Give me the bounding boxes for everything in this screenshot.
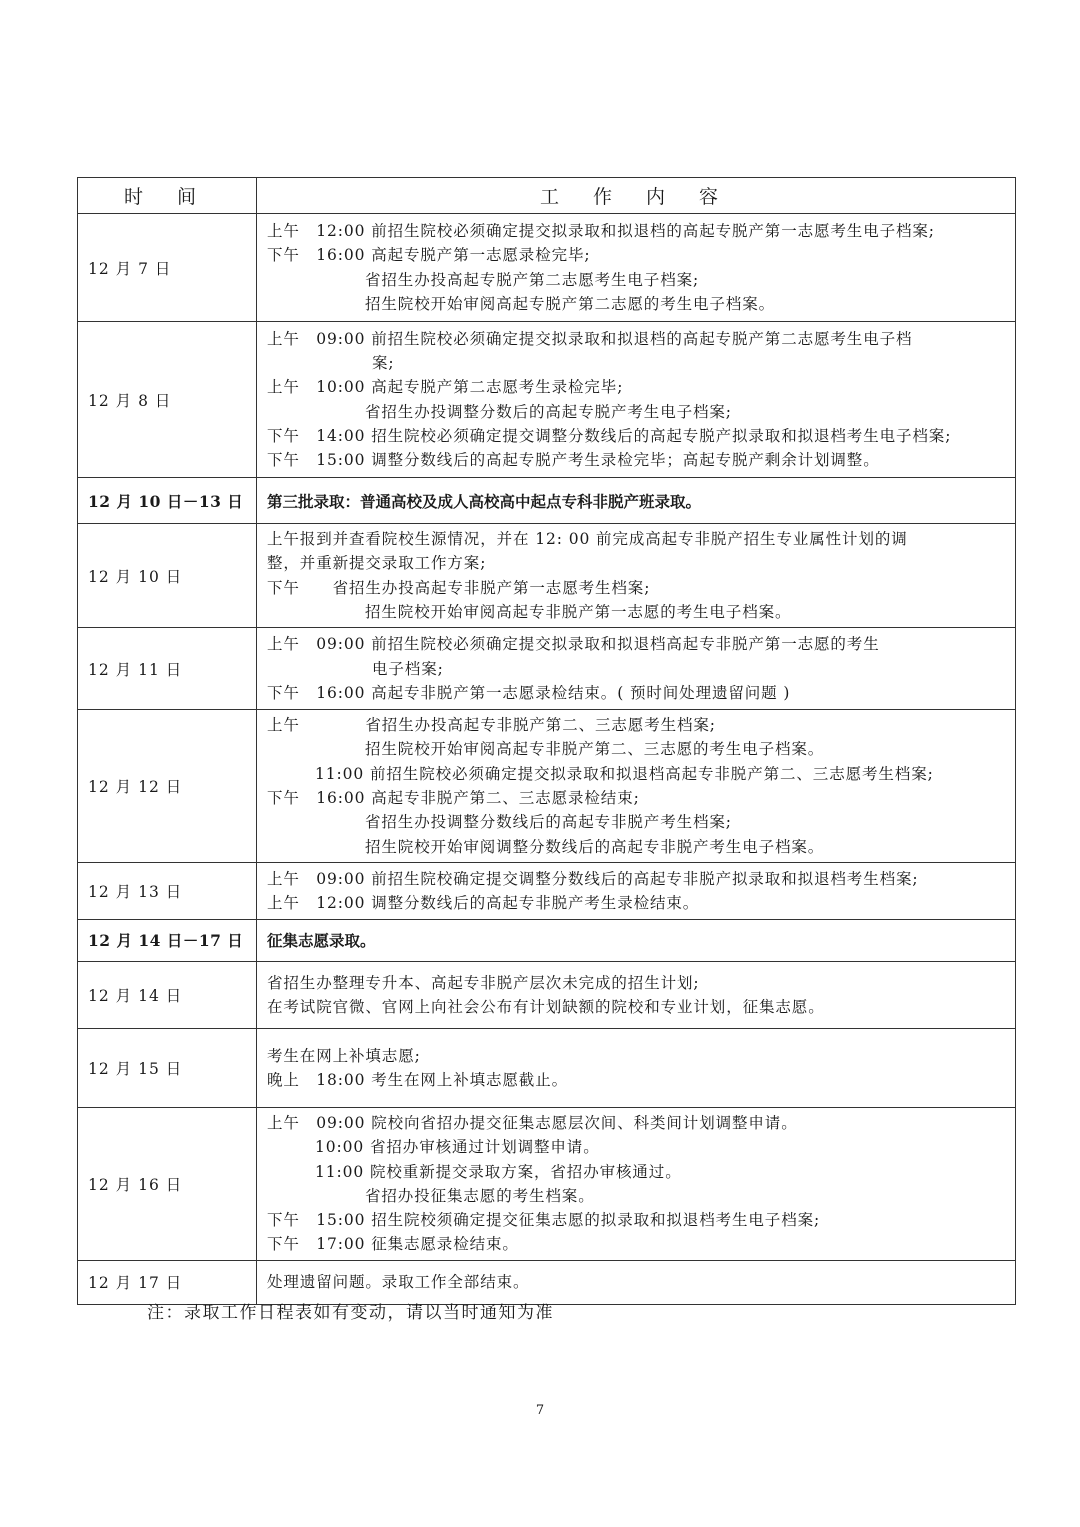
- section-description: 第三批录取：普通高校及成人高校高中起点专科非脱产班录取。: [257, 478, 1016, 524]
- schedule-line: 招生院校开始审阅调整分数线后的高起专非脱产考生电子档案。: [365, 837, 825, 856]
- schedule-line: 下午 14:00 招生院校必须确定提交调整分数线后的高起专脱产拟录取和拟退档考生电子档案;: [267, 426, 952, 445]
- schedule-line: 上午 10:00 高起专脱产第二志愿考生录检完毕;: [267, 378, 624, 397]
- schedule-line: 省招生办整理专升本、高起专非脱产层次未完成的招生计划;: [267, 973, 700, 992]
- schedule-line: 11:00 院校重新提交录取方案，省招办审核通过。: [315, 1162, 682, 1181]
- schedule-line: 招生院校开始审阅高起专脱产第二志愿的考生电子档案。: [365, 294, 776, 313]
- date-cell: 12 月 12 日: [78, 710, 257, 863]
- schedule-line: 省招生办投高起专脱产第二志愿考生电子档案;: [365, 270, 700, 289]
- section-date: 12 月 10 日－13 日: [78, 478, 257, 524]
- date-cell: 12 月 8 日: [78, 322, 257, 478]
- table-row: [78, 322, 1016, 478]
- content-cell: [257, 628, 1016, 710]
- date-cell: 12 月 14 日: [78, 961, 257, 1028]
- schedule-line: 下午 15:00 招生院校须确定提交征集志愿的拟录取和拟退档考生电子档案;: [267, 1211, 821, 1230]
- schedule-line: 10:00 省招办审核通过计划调整申请。: [315, 1138, 600, 1157]
- content-cell: [257, 524, 1016, 628]
- schedule-body: [78, 214, 1016, 1305]
- table-row: [78, 862, 1016, 919]
- schedule-line: 省招生办投调整分数线后的高起专非脱产考生档案;: [365, 813, 732, 832]
- section-description: 征集志愿录取。: [257, 919, 1016, 961]
- schedule-line: 上午 09:00 前招生院校必须确定提交拟录取和拟退档的高起专脱产第二志愿考生电子档: [267, 329, 913, 348]
- schedule-line: 上午报到并查看院校生源情况，并在 12: 00 前完成高起专非脱产招生专业属性计划的调: [267, 530, 908, 548]
- schedule-line: 案;: [372, 353, 395, 372]
- schedule-note: 注：录取工作日程表如有变动，请以当时通知为准: [147, 1303, 554, 1323]
- content-cell: [257, 961, 1016, 1028]
- date-cell: 12 月 15 日: [78, 1028, 257, 1107]
- page-number: 7: [535, 1403, 545, 1418]
- schedule-line: 省招办投征集志愿的考生档案。: [365, 1186, 595, 1205]
- schedule-line: 下午 15:00 调整分数线后的高起专脱产考生录检完毕；高起专脱产剩余计划调整。: [267, 451, 880, 470]
- schedule-line: 招生院校开始审阅高起专非脱产第一志愿的考生电子档案。: [365, 602, 792, 621]
- schedule-line: 晚上 18:00 考生在网上补填志愿截止。: [267, 1070, 568, 1089]
- header-time: 时 间: [78, 178, 257, 214]
- section-row: [78, 478, 1016, 524]
- date-cell: 12 月 16 日: [78, 1107, 257, 1260]
- table-row: [78, 1028, 1016, 1107]
- header-content: 工 作 内 容: [257, 178, 1016, 214]
- schedule-line: 在考试院官微、官网上向社会公布有计划缺额的院校和专业计划，征集志愿。: [267, 997, 825, 1016]
- date-cell: 12 月 11 日: [78, 628, 257, 710]
- schedule-line: 下午 17:00 征集志愿录检结束。: [267, 1235, 519, 1254]
- table-row: [78, 214, 1016, 322]
- table-row: [78, 961, 1016, 1028]
- table-row: [78, 710, 1016, 863]
- content-cell: [257, 862, 1016, 919]
- section-date: 12 月 14 日－17 日: [78, 919, 257, 961]
- schedule-line: 省招生办投调整分数后的高起专脱产考生电子档案;: [365, 402, 732, 421]
- schedule-line: 11:00 前招生院校必须确定提交拟录取和拟退档高起专非脱产第二、三志愿考生档案;: [315, 764, 934, 783]
- schedule-line: 处理遗留问题。录取工作全部结束。: [267, 1273, 530, 1292]
- schedule-line: 上午 09:00 前招生院校确定提交调整分数线后的高起专非脱产拟录取和拟退档考生档案;: [267, 869, 919, 888]
- content-cell: [257, 1028, 1016, 1107]
- schedule-line: 上午 09:00 院校向省招办提交征集志愿层次间、科类间计划调整申请。: [267, 1113, 798, 1132]
- schedule-line: 下午 16:00 高起专脱产第一志愿录检完毕;: [267, 246, 591, 265]
- schedule-line: 下午 16:00 高起专非脱产第二、三志愿录检结束;: [267, 789, 640, 808]
- table-header-row: [78, 178, 1016, 214]
- schedule-line: 上午 12:00 调整分数线后的高起专非脱产考生录检结束。: [267, 893, 700, 912]
- section-row: [78, 919, 1016, 961]
- date-cell: 12 月 13 日: [78, 862, 257, 919]
- content-cell: [257, 214, 1016, 322]
- schedule-line: 电子档案;: [372, 659, 444, 678]
- schedule-line: 考生在网上补填志愿;: [267, 1046, 421, 1065]
- schedule-line: 上午 12:00 前招生院校必须确定提交拟录取和拟退档的高起专脱产第一志愿考生电子档案;: [267, 221, 935, 240]
- schedule-table: [77, 177, 1016, 1305]
- table-row: [78, 1107, 1016, 1260]
- content-cell: [257, 710, 1016, 863]
- date-cell: 12 月 10 日: [78, 524, 257, 628]
- date-cell: 12 月 17 日: [78, 1260, 257, 1304]
- date-cell: 12 月 7 日: [78, 214, 257, 322]
- schedule-line: 下午 16:00 高起专非脱产第一志愿录检结束。( 预时间处理遗留问题 ): [267, 683, 791, 702]
- content-cell: [257, 322, 1016, 478]
- schedule-line: 招生院校开始审阅高起专非脱产第二、三志愿的考生电子档案。: [365, 740, 825, 759]
- schedule-line: 上午 省招生办投高起专非脱产第二、三志愿考生档案;: [267, 716, 716, 735]
- schedule-line: 上午 09:00 前招生院校必须确定提交拟录取和拟退档高起专非脱产第一志愿的考生: [267, 635, 880, 654]
- table-row: [78, 524, 1016, 628]
- content-cell: [257, 1107, 1016, 1260]
- table-row: [78, 628, 1016, 710]
- schedule-line: 整，并重新提交录取工作方案;: [267, 554, 487, 573]
- schedule-line: 下午 省招生办投高起专非脱产第一志愿考生档案;: [267, 578, 651, 597]
